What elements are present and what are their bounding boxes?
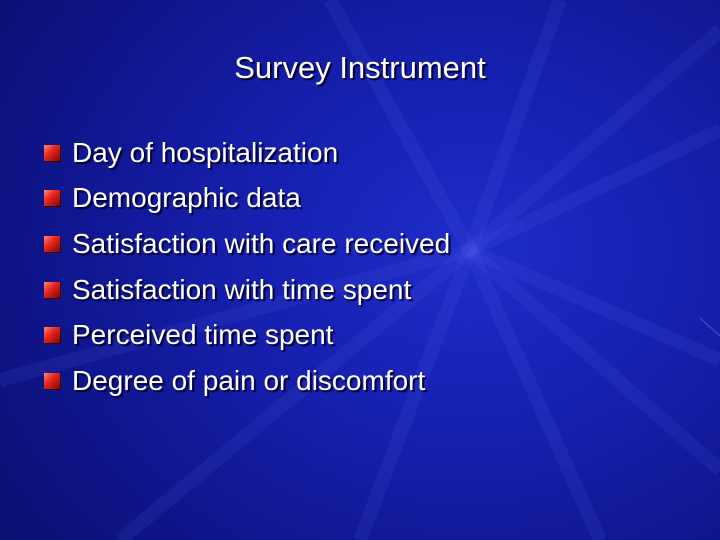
red-square-bullet-icon [44, 282, 60, 298]
bullet-item-satisfaction-time [44, 267, 450, 313]
slide-title: Survey Instrument [234, 50, 486, 85]
bullet-text: Degree of pain or discomfort [72, 364, 426, 396]
bullet-text: Perceived time spent [72, 319, 334, 351]
bullet-list [44, 130, 450, 404]
bullet-text: Satisfaction with care received [72, 227, 451, 259]
red-square-bullet-icon [44, 327, 60, 343]
red-square-bullet-icon [44, 236, 60, 252]
bullet-item-demographic-data [44, 176, 450, 222]
bullet-item-pain-discomfort [44, 358, 450, 404]
red-square-bullet-icon [44, 145, 60, 161]
bullet-text: Demographic data [72, 182, 301, 214]
bullet-item-day-of-hospitalization [44, 130, 450, 176]
bullet-item-perceived-time [44, 312, 450, 358]
bullet-text: Day of hospitalization [72, 136, 339, 168]
red-square-bullet-icon [44, 373, 60, 389]
bullet-text: Satisfaction with time spent [72, 273, 412, 305]
bullet-item-satisfaction-care [44, 221, 450, 267]
red-square-bullet-icon [44, 190, 60, 206]
